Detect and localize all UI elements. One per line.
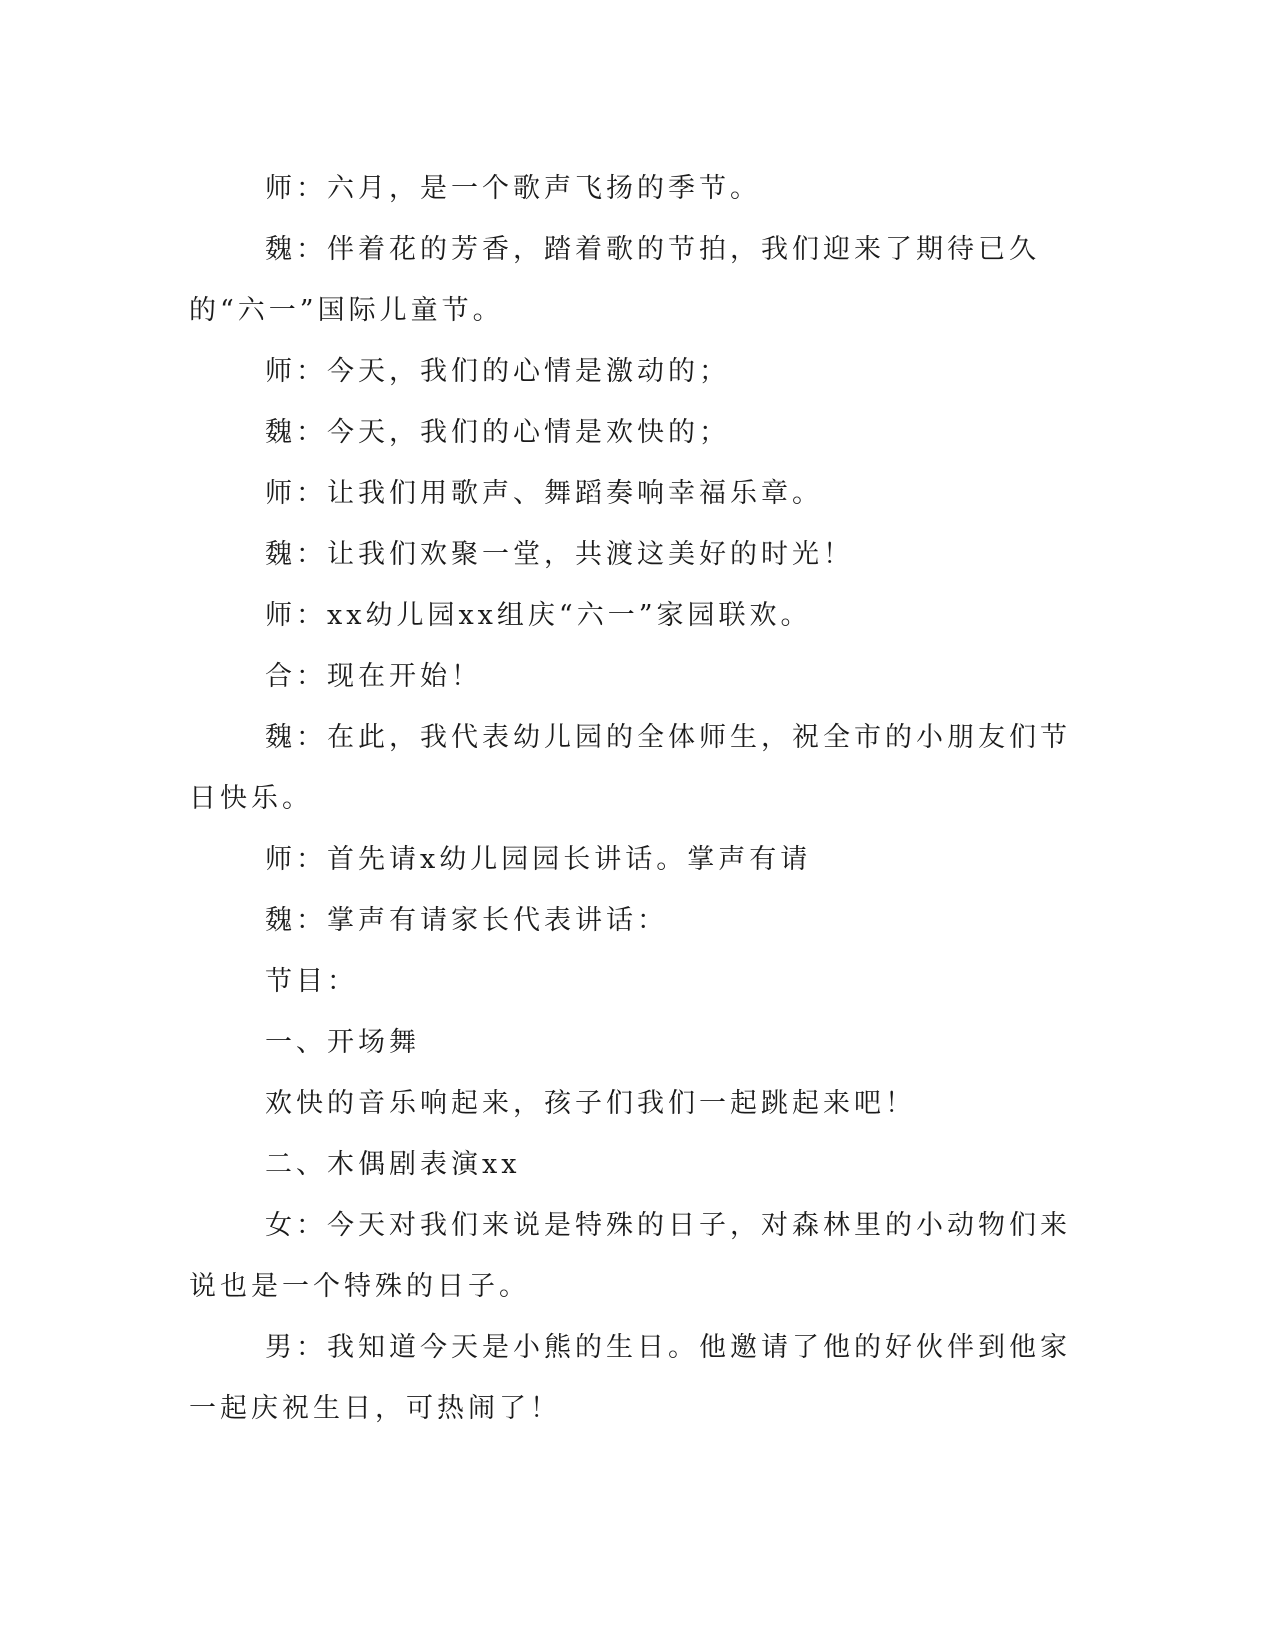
paragraph: 师：六月，是一个歌声飞扬的季节。	[265, 173, 761, 204]
document-body	[189, 158, 1085, 1439]
paragraph: 魏：掌声有请家长代表讲话：	[265, 905, 668, 936]
paragraph: 师：让我们用歌声、舞蹈奏响幸福乐章。	[265, 478, 823, 509]
paragraph: 师：今天，我们的心情是激动的；	[265, 356, 730, 387]
paragraph: 魏：伴着花的芳香，踏着歌的节拍，我们迎来了期待已久的“六一”国际儿童节。	[189, 234, 1040, 326]
paragraph: 欢快的音乐响起来，孩子们我们一起跳起来吧！	[265, 1088, 916, 1119]
paragraph: 一、开场舞	[265, 1027, 420, 1058]
paragraph: 魏：今天，我们的心情是欢快的；	[265, 417, 730, 448]
paragraph: 魏：在此，我代表幼儿园的全体师生，祝全市的小朋友们节日快乐。	[189, 722, 1071, 814]
paragraph: 二、木偶剧表演xx	[265, 1149, 521, 1180]
paragraph: 师：首先请x幼儿园园长讲话。掌声有请	[265, 844, 812, 875]
paragraph: 师：xx幼儿园xx组庆“六一”家园联欢。	[265, 600, 812, 631]
paragraph: 魏：让我们欢聚一堂，共渡这美好的时光！	[265, 539, 854, 570]
paragraph: 女：今天对我们来说是特殊的日子，对森林里的小动物们来说也是一个特殊的日子。	[189, 1210, 1071, 1302]
paragraph: 合：现在开始！	[265, 661, 482, 692]
paragraph: 节目：	[265, 966, 358, 997]
paragraph: 男：我知道今天是小熊的生日。他邀请了他的好伙伴到他家一起庆祝生日，可热闹了！	[189, 1332, 1071, 1424]
